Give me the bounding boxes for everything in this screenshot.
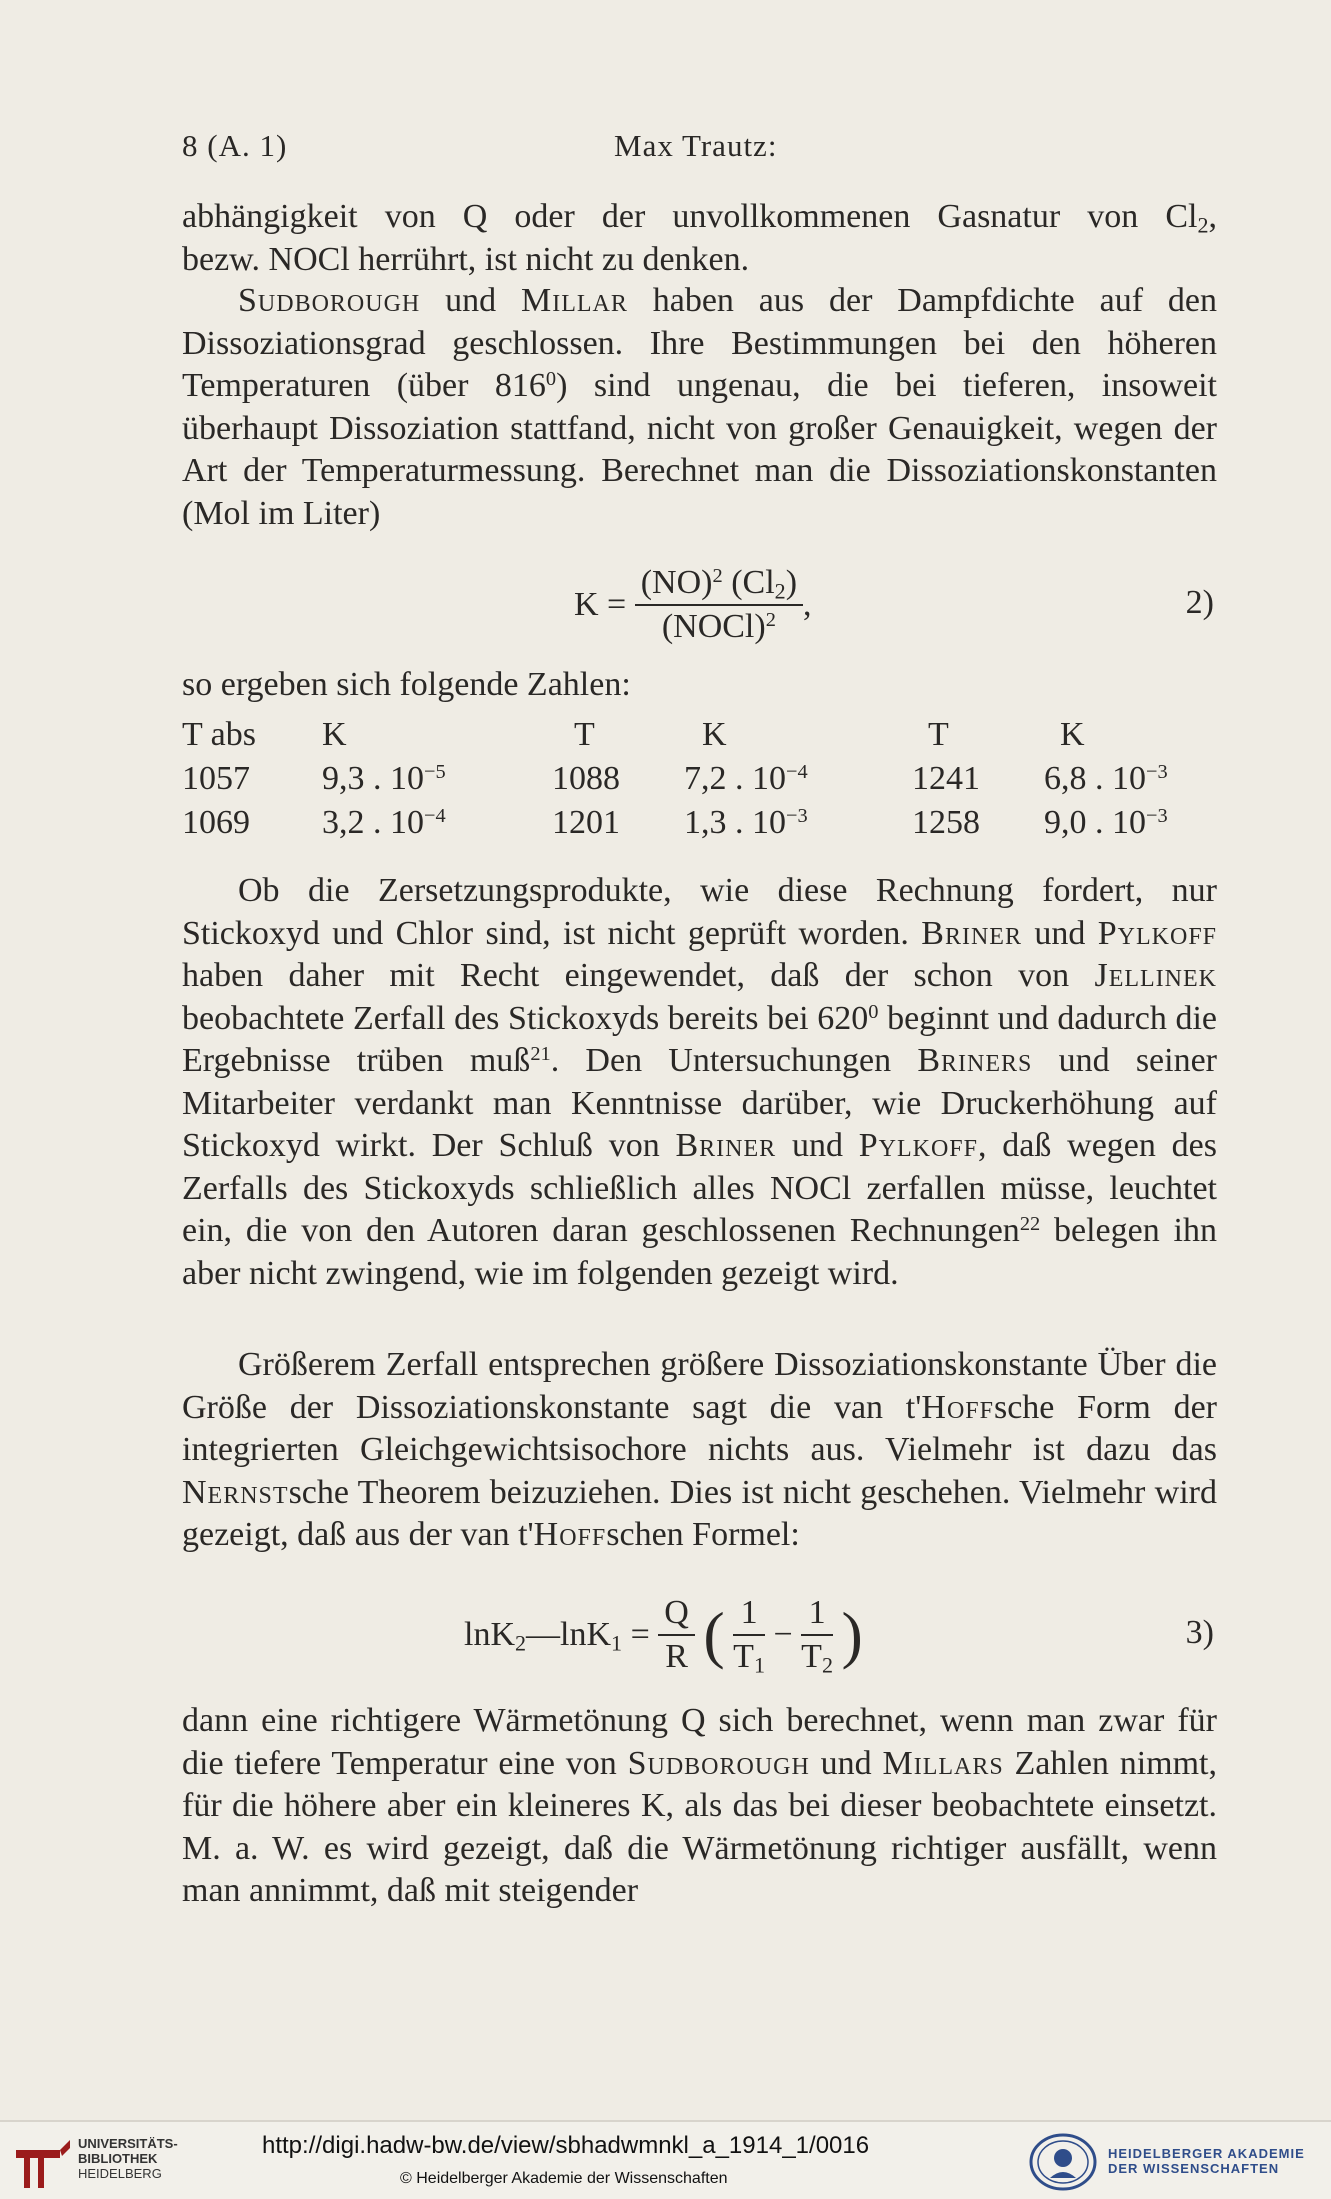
text-run: 9,3 . 10 <box>322 760 424 797</box>
library-name-line: UNIVERSITÄTS- <box>78 2136 178 2151</box>
text-run: dann eine richtigere Wärmetönung Q sich berechnet, wenn man zwar für die tiefere Temperatur eine von <box>182 1702 1217 1782</box>
table-cell <box>1044 758 1168 800</box>
library-logo-icon <box>14 2136 74 2194</box>
equation-lhs <box>464 1616 659 1656</box>
academy-name <box>1108 2146 1305 2176</box>
academy-name-line: DER WISSENSCHAFTEN <box>1108 2161 1280 2176</box>
text-run: (NOCl) <box>661 608 766 645</box>
fraction-numerator: 1 <box>733 1594 765 1636</box>
library-name <box>78 2136 178 2181</box>
text-run: Zahlen nimmt, für die höhere aber ein kleineres K, als das bei dieser beobachtete einsetzt. M. a. W. es wird gezeigt, daß die Wärmetönung richtiger ausfällt, wenn man annimmt, daß mit steigender <box>182 1744 1217 1909</box>
table-header: K <box>702 716 727 753</box>
text-run: , <box>1208 198 1217 235</box>
fraction-1-over-t2 <box>801 1594 833 1676</box>
copyright-notice: © Heidelberger Akademie der Wissenschaften <box>400 2170 728 2187</box>
superscript: 0 <box>545 367 557 390</box>
fraction-denominator: R <box>665 1638 688 1675</box>
subscript: 2 <box>515 1630 527 1656</box>
text-run: sche Form der integrierten Gleichgewichtsisochore nichts aus. Vielmehr ist dazu das <box>182 1388 1217 1468</box>
text-run: ) sind ungenau, die bei tieferen, insoweit überhaupt Dissoziation stattfand, nicht von großer Genauigkeit, wegen der Art der Temperaturmessung. Berechnet man die Dissoziationskonstanten (Mol im Liter) <box>182 367 1218 532</box>
text-run: (Cl <box>722 564 775 601</box>
table-cell <box>1044 802 1168 844</box>
equation-number: 3) <box>1185 1614 1214 1651</box>
right-paren: ) <box>841 1599 863 1670</box>
running-title: Max Trautz: <box>614 128 778 163</box>
text-run: so ergeben sich folgende Zahlen: <box>182 666 631 703</box>
table-header: K <box>322 716 347 753</box>
fraction-1-over-t1 <box>733 1594 765 1676</box>
text-run: und <box>809 1744 883 1782</box>
text-run: ) <box>785 564 798 601</box>
text-run: 6,8 . 10 <box>1044 760 1146 797</box>
table-cell: 1069 <box>182 804 250 841</box>
digitization-footer <box>0 2120 1331 2199</box>
author-name: Nernst <box>182 1473 289 1511</box>
superscript: −4 <box>424 804 446 827</box>
equation-2 <box>182 560 1222 650</box>
text-run: bezw. NOCl herrührt, ist nicht zu denken. <box>182 240 750 278</box>
table-cell <box>322 802 446 844</box>
author-name: Sudborough <box>238 282 421 319</box>
permalink[interactable]: http://digi.hadw-bw.de/view/sbhadwmnkl_a_1914_1/0016 <box>262 2132 870 2159</box>
text-run: haben aus der Dampfdichte auf den Dissoziationsgrad geschlossen. Ihre Bestimmungen bei den höheren Temperaturen (über 816 <box>182 282 1217 404</box>
table-header: K <box>1060 716 1085 753</box>
paragraph-sudborough <box>182 280 1217 535</box>
subscript: 2 <box>774 578 786 604</box>
superscript: 2 <box>765 608 776 631</box>
table-header: T abs <box>182 716 256 753</box>
page-number: 8 (A. 1) <box>182 128 288 163</box>
table-cell: 1258 <box>912 804 980 841</box>
footnote-ref: 21 <box>530 1042 551 1065</box>
author-name: Sudborough <box>627 1744 810 1782</box>
table-header: T <box>574 716 595 753</box>
table-header: T <box>928 716 949 753</box>
table-cell <box>684 758 808 800</box>
academy-seal-icon <box>1028 2132 1098 2192</box>
text-run: = <box>622 1616 659 1653</box>
fraction-q-over-r <box>658 1594 695 1676</box>
equation-lhs: K = <box>574 586 627 623</box>
library-name-line: BIBLIOTHEK <box>78 2151 158 2166</box>
table-cell: 1241 <box>912 760 980 797</box>
text-run: Größerem Zerfall entsprechen größere Dissoziationskonstante Über die Größe der Dissoziationskonstante sagt die van t' <box>182 1346 1217 1426</box>
text-run: (NO) <box>640 564 713 601</box>
subscript: 1 <box>753 1652 765 1678</box>
fraction-denominator <box>635 606 803 646</box>
table-cell <box>684 802 808 844</box>
fraction-numerator <box>635 564 803 606</box>
paragraph-intro-table <box>182 664 1217 707</box>
text-run: abhängigkeit von Q oder der unvollkommenen Gasnatur von Cl <box>182 198 1198 235</box>
author-name: Pylkoff <box>858 1127 978 1164</box>
subscript: 2 <box>821 1652 833 1678</box>
text-run: beobachtete Zerfall des Stickoxyds bereits bei 620 <box>182 999 869 1037</box>
text-run: beginnt und dadurch die Ergebnisse trüben muß <box>182 999 1217 1079</box>
text-run: . Den Untersuchungen <box>550 1042 918 1079</box>
table-cell: 1057 <box>182 760 250 797</box>
superscript: −3 <box>1146 804 1168 827</box>
superscript: −5 <box>424 760 446 783</box>
equation-comma: , <box>803 586 812 623</box>
superscript: −3 <box>786 804 808 827</box>
text-run: 7,2 . 10 <box>684 760 786 797</box>
text-run: haben daher mit Recht eingewendet, daß der schon von <box>182 957 1095 994</box>
author-name: Millar <box>520 282 628 319</box>
author-name: Briner <box>675 1127 777 1164</box>
left-paren: ( <box>703 1599 725 1670</box>
equation-number: 2) <box>1185 584 1214 621</box>
superscript: −3 <box>1146 760 1168 783</box>
author-name: Briner <box>921 914 1022 952</box>
paragraph-continuation <box>182 196 1217 281</box>
text-run: 3,2 . 10 <box>322 804 424 841</box>
table-cell: 1201 <box>552 804 620 841</box>
text-run: T <box>733 1638 754 1675</box>
fraction-denominator <box>733 1636 765 1676</box>
author-name: Millars <box>882 1744 1004 1782</box>
text-run: 1,3 . 10 <box>684 804 786 841</box>
text-run: und <box>420 282 521 319</box>
fraction-denominator <box>801 1636 833 1676</box>
paragraph-conclusion <box>182 1700 1217 1913</box>
author-name: Hoff <box>921 1388 994 1426</box>
subscript: 2 <box>1197 212 1209 238</box>
text-run: Ob die Zersetzungsprodukte, wie diese Rechnung fordert, nur Stickoxyd und Chlor sind, ist nicht geprüft worden. <box>182 872 1217 952</box>
table-cell: 1088 <box>552 760 620 797</box>
minus-sign: − <box>773 1616 793 1653</box>
author-name: Pylkoff <box>1097 914 1218 952</box>
text-run: schen Formel: <box>606 1516 800 1553</box>
equation-fraction <box>635 564 803 646</box>
text-run: lnK <box>464 1616 515 1653</box>
academy-name-line: HEIDELBERGER AKADEMIE <box>1108 2146 1305 2161</box>
footnote-ref: 22 <box>1019 1212 1041 1235</box>
author-name: Briners <box>917 1042 1033 1079</box>
text-run: belegen ihn aber nicht zwingend, wie im folgenden gezeigt wird. <box>182 1212 1217 1292</box>
fraction-numerator: 1 <box>801 1594 833 1636</box>
text-run: und <box>1021 914 1098 952</box>
superscript: 0 <box>868 1000 879 1023</box>
text-run: und <box>776 1127 859 1164</box>
paragraph-dissociation <box>182 1344 1217 1557</box>
superscript: −4 <box>786 760 808 783</box>
text-run: und seiner Mitarbeiter verdankt man Kenntnisse darüber, wie Druckerhöhung auf Stickoxyd wirkt. Der Schluß von <box>182 1042 1217 1164</box>
equation-3 <box>182 1586 1222 1686</box>
author-name: Hoff <box>533 1516 607 1553</box>
subscript: 1 <box>611 1630 623 1656</box>
text-run: —lnK <box>526 1616 612 1653</box>
table-cell <box>322 758 446 800</box>
text-run: 9,0 . 10 <box>1044 804 1146 841</box>
text-run: T <box>801 1638 822 1675</box>
superscript: 2 <box>712 564 723 587</box>
author-name: Jellinek <box>1094 957 1217 994</box>
paragraph-briner <box>182 870 1217 1295</box>
text-run: , daß wegen des Zerfalls des Stickoxyds schließlich alles NOCl zerfallen müsse, leuchtet ein, die von den Autoren daran geschlossenen Rechnungen <box>182 1127 1217 1249</box>
fraction-numerator: Q <box>658 1594 695 1636</box>
library-name-line: HEIDELBERG <box>78 2166 162 2181</box>
text-run: sche Theorem beizuziehen. Dies ist nicht geschehen. Vielmehr wird gezeigt, daß aus der van t' <box>182 1473 1217 1553</box>
